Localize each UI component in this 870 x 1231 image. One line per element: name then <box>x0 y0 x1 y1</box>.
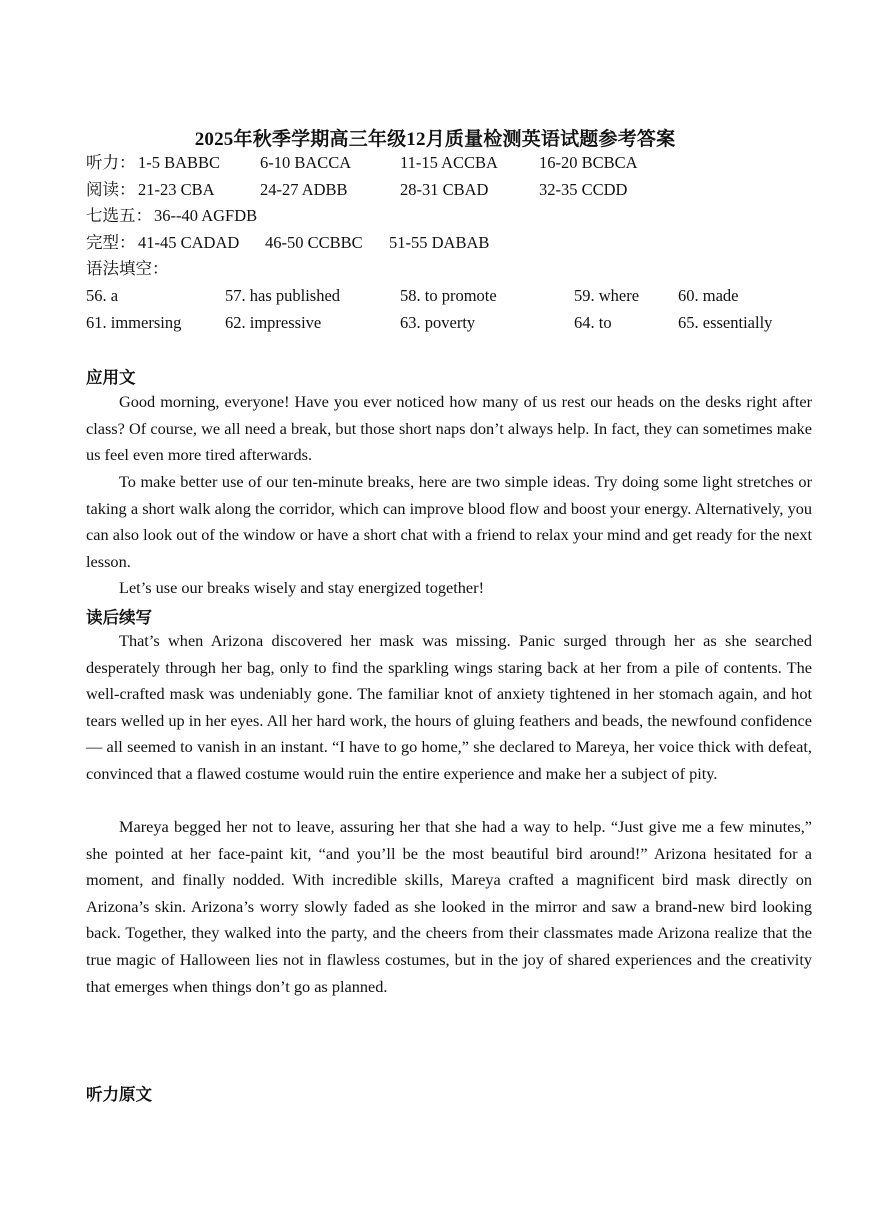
grammar-answer: 61. immersing <box>86 313 182 332</box>
grammar-answer: 58. to promote <box>400 286 497 305</box>
answer-group: 16-20 BCBCA <box>539 153 638 172</box>
answer-group: 1-5 BABBC <box>138 153 221 172</box>
practical-writing-paragraph-3: Let’s use our breaks wisely and stay energized together! <box>119 578 484 597</box>
grammar-answer: 62. impressive <box>225 313 322 332</box>
continuation-writing-paragraph-2: Mareya begged her not to leave, assuring her that she had a way to help. “Just give me a few minutes,” she pointed at her face-paint kit, “and you’ll be the most beautiful bird around!” Arizona hesitated for a moment, and finally nodded. With incredible skills, Mareya crafted a magnificent bird mask directly on Arizona’s skin. Arizona’s worry slowly faded as she looked in the mirror and saw a brand-new bird looking back. Together, they walked into the party, and the cheers from their classmates made Arizona realize that the true magic of Halloween lies not in flawless costumes, but in the joy of shared experiences and the creativity that emerges when things don’t go as planned. <box>86 817 812 996</box>
answers-cloze-label: 完型： <box>86 233 136 252</box>
grammar-answer: 63. poverty <box>400 313 476 332</box>
answer-group: 51-55 DABAB <box>389 233 490 252</box>
answer-group: 36--40 AGFDB <box>154 206 258 225</box>
section-heading-continuation-writing: 读后续写 <box>86 608 152 627</box>
answer-group: 28-31 CBAD <box>400 180 489 199</box>
answers-seven-five-label: 七选五： <box>86 206 152 225</box>
grammar-answer: 64. to <box>574 313 612 332</box>
answers-grammar-label: 语法填空： <box>86 259 169 278</box>
document-title: 2025年秋季学期高三年级12月质量检测英语试题参考答案 <box>194 129 676 150</box>
grammar-answer: 65. essentially <box>678 313 773 332</box>
section-heading-practical-writing: 应用文 <box>86 368 136 387</box>
answer-group: 46-50 CCBBC <box>265 233 363 252</box>
grammar-answer: 59. where <box>574 286 640 305</box>
continuation-writing-paragraph-1: That’s when Arizona discovered her mask was missing. Panic surged through her as she searched desperately through her bag, only to find the sparkling wings staring back at her from a pile of contents. The well-crafted mask was undeniably gone. The familiar knot of anxiety tightened in her stomach again, and hot tears welled up in her eyes. All her hard work, the hours of gluing feathers and beads, the newfound confidence — all seemed to vanish in an instant. “I have to go home,” she declared to Mareya, her voice thick with defeat, convinced that a flawed costume would ruin the entire experience and make her a subject of pity. <box>86 631 812 783</box>
answer-group: 6-10 BACCA <box>260 153 352 172</box>
practical-writing-paragraph-2: To make better use of our ten-minute breaks, here are two simple ideas. Try doing some light stretches or taking a short walk along the corridor, which can improve blood flow and boost your energy. Alternatively, you can also look out of the window or have a short chat with a friend to relax your mind and get ready for the next lesson. <box>86 472 812 571</box>
grammar-answer: 56. a <box>86 286 119 305</box>
answers-reading-label: 阅读： <box>86 180 136 199</box>
answer-group: 24-27 ADBB <box>260 180 348 199</box>
grammar-answer: 57. has published <box>225 286 341 305</box>
answers-listening-label: 听力： <box>86 153 136 172</box>
practical-writing-paragraph-1: Good morning, everyone! Have you ever noticed how many of us rest our heads on the desks right after class? Of course, we all need a break, but those short naps don’t always help. In fact, they can sometimes make us feel even more tired afterwards. <box>86 392 812 465</box>
answer-group: 11-15 ACCBA <box>400 153 498 172</box>
answer-group: 32-35 CCDD <box>539 180 628 199</box>
answer-group: 21-23 CBA <box>138 180 215 199</box>
section-heading-listening-transcript: 听力原文 <box>86 1085 152 1104</box>
grammar-answer: 60. made <box>678 286 739 305</box>
answer-group: 41-45 CADAD <box>138 233 240 252</box>
